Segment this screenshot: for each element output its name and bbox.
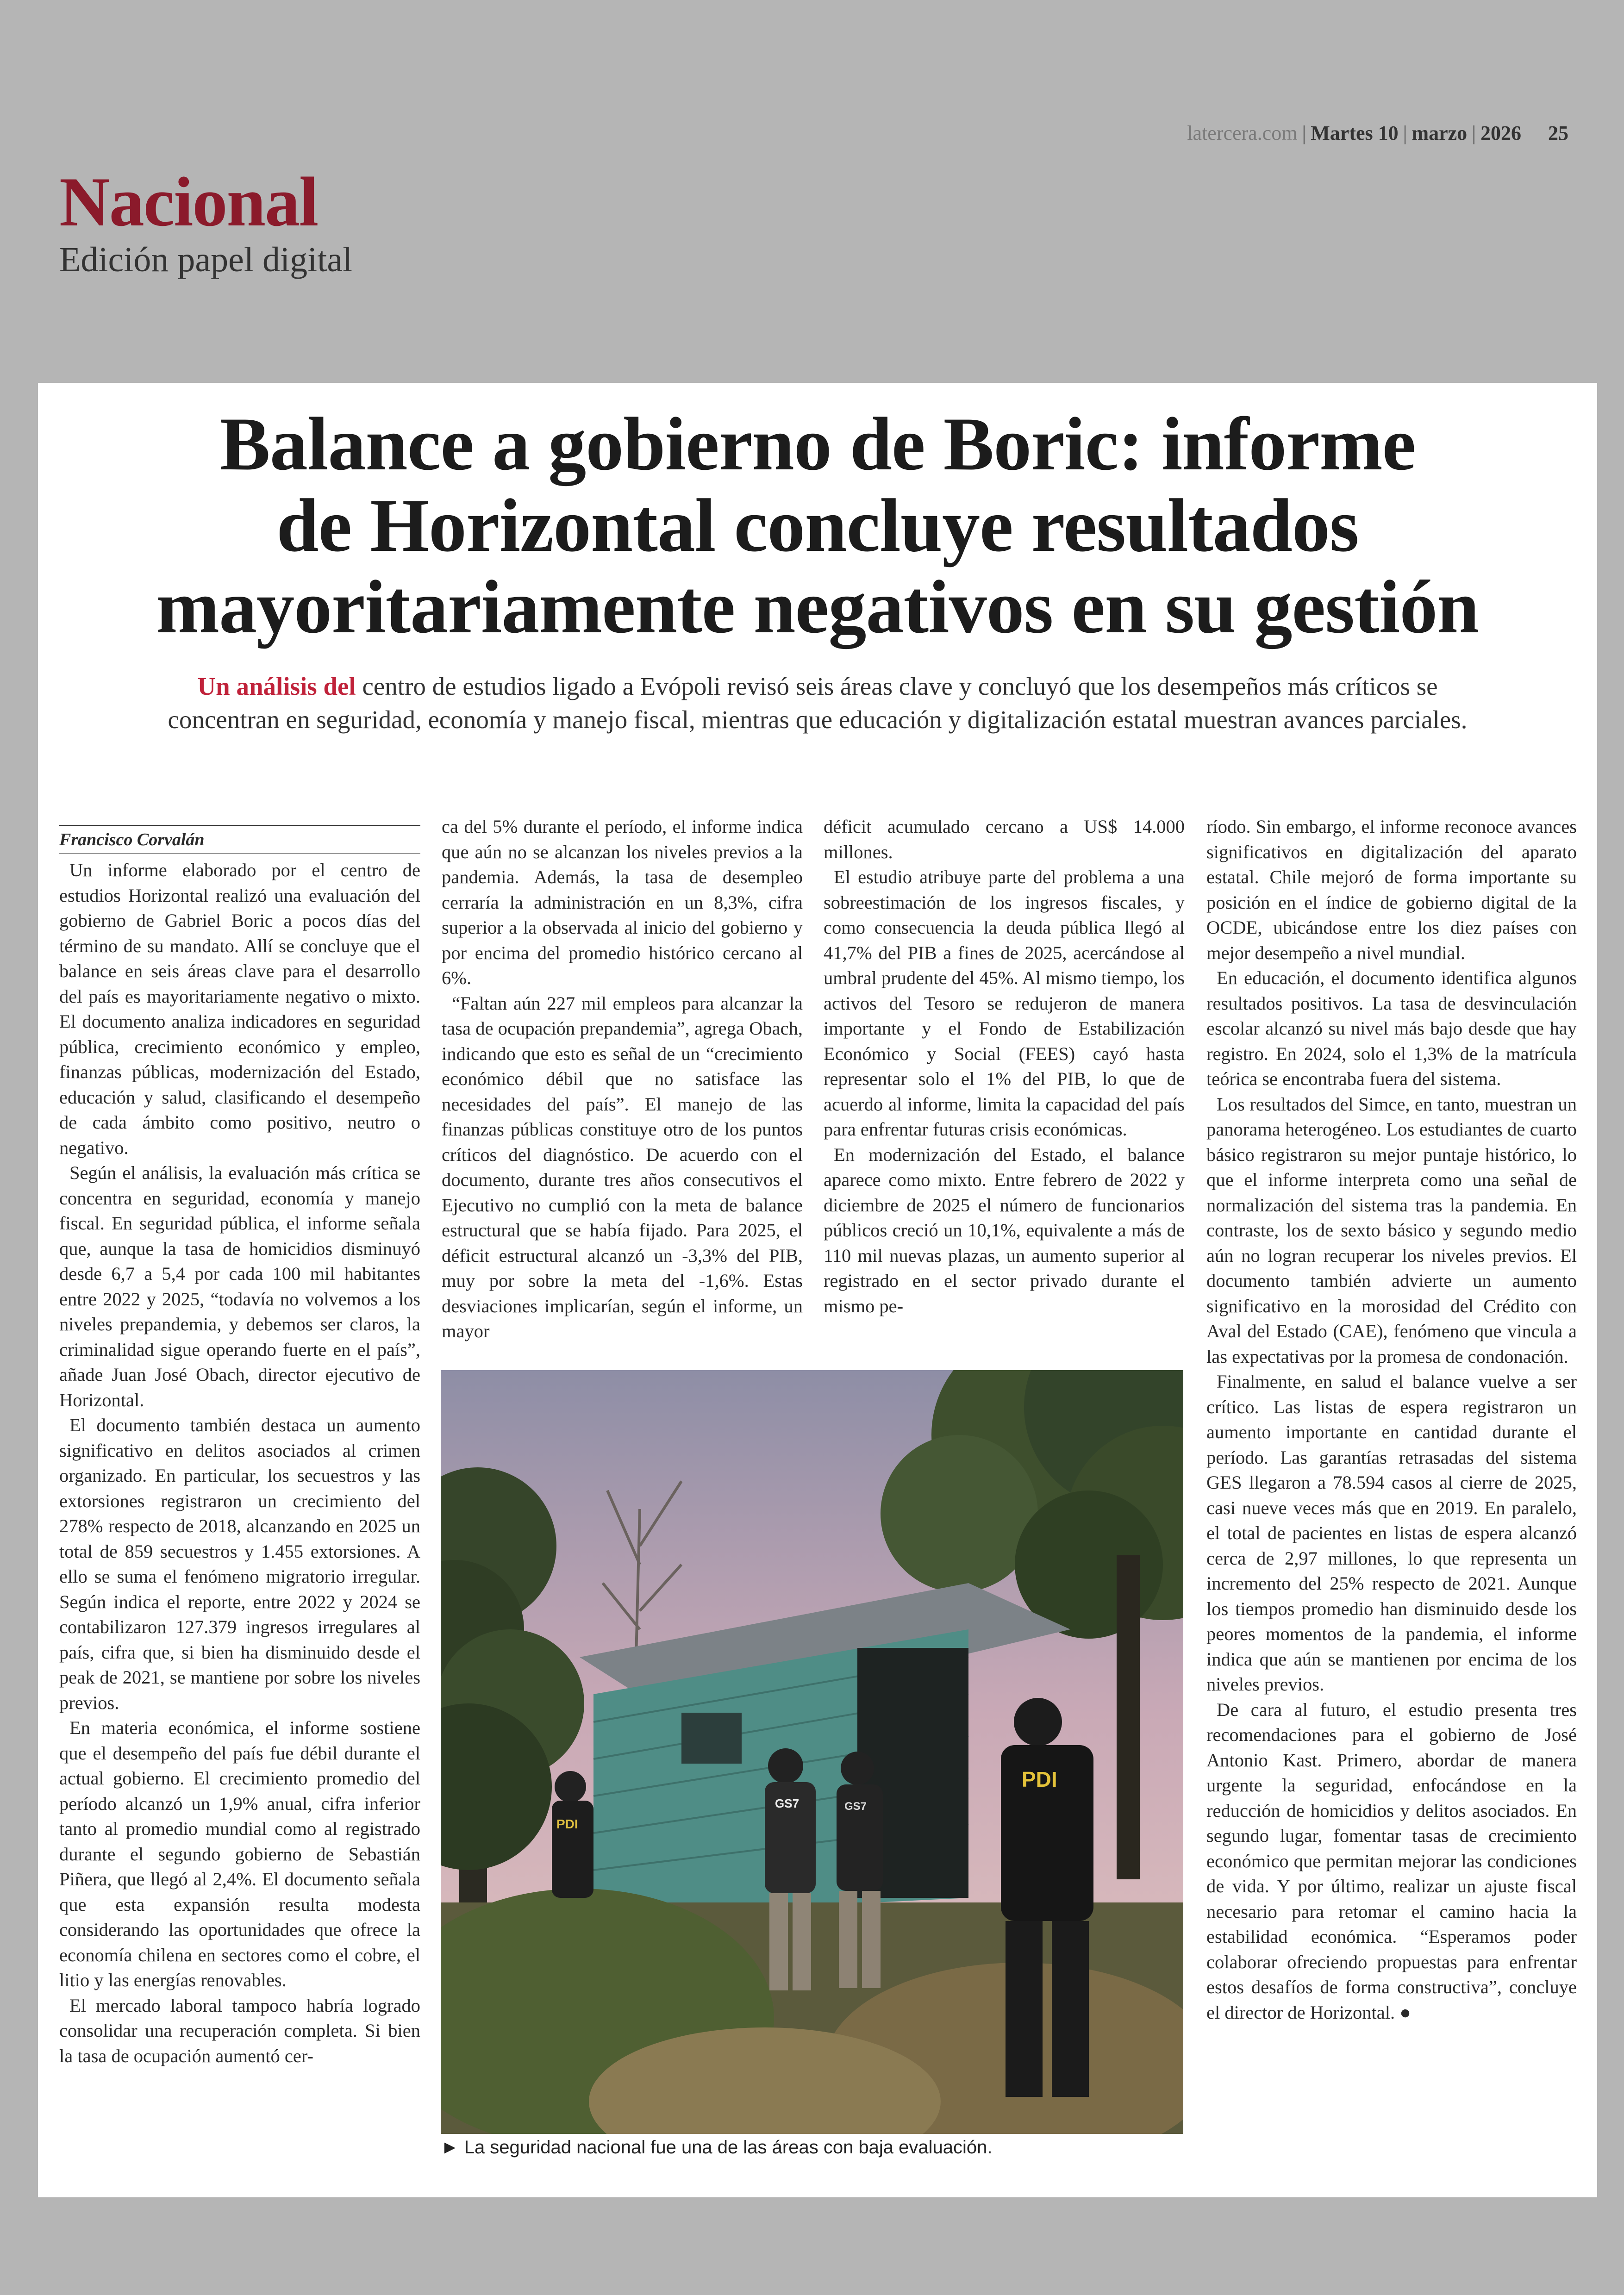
date-weekday: Martes 10 [1311,122,1399,144]
helmet-label: GS7 [844,1800,867,1813]
paragraph: Finalmente, en salud el balance vuelve a ser crítico. Las listas de espera registraron un aumento importante en cantidad durante el período. Las garantías retrasadas del sistema GES llegaron a 78.594 casos al cierre de 2025, casi nueve veces más que en 2019. En paralelo, el total de pacientes en listas de espera alcanzó cerca de 2,97 millones, lo que representa un incremento del 25% respecto de 2021. Aunque los tiempos promedio han disminuido desde los peores momentos de la pandemia, el informe indica que aún se mantienen por encima de los niveles previos. [1206,1371,1577,1695]
article-column-3 [824,814,1185,1319]
date-month: marzo [1412,122,1468,144]
paragraph: ríodo. Sin embargo, el informe reconoce avances significativos en digitalización del aparato estatal. Chile mejoró de forma importante su posición en el índice de gobierno digital de la OCDE, ubicándose entre los diez países con mejor desempeño a nivel mundial. [1206,816,1577,963]
article-photo [441,1370,1183,2134]
vest-label: PDI [556,1817,578,1831]
photo-caption: ► La seguridad nacional fue una de las áreas con baja evaluación. [441,2137,993,2158]
article-column-4 [1206,814,1577,2025]
paragraph: En educación, el documento identifica algunos resultados positivos. La tasa de desvinculación escolar alcanzó su nivel más bajo desde que hay registro. En 2024, solo el 1,3% de la matrícula teórica se encontraba fuera del sistema. [1206,967,1577,1089]
article-dek [158,670,1477,736]
paragraph: déficit acumulado cercano a US$ 14.000 millones. [824,816,1185,862]
paragraph: El documento también destaca un aumento significativo en delitos asociados al crimen organizado. En particular, los secuestros y las extorsiones registraron un crecimiento del 278% respecto de 2018, alcanzando en 2025 un total de 859 secuestros y 1.455 extorsiones. A ello se suma el fenómeno migratorio irregular. Según indica el reporte, entre 2022 y 2024 se contabilizaron 127.379 ingresos irregulares al país, cifra que, si bien ha disminuido desde el peak de 2021, se mantiene por sobre los niveles previos. [59,1415,420,1713]
headline [38,404,1597,648]
byline: Francisco Corvalán [59,825,420,854]
article-column-2 [442,814,803,1344]
paragraph: Según el análisis, la evaluación más crítica se concentra en seguridad, economía y manejo fiscal. En seguridad pública, el informe señala que, aunque la tasa de homicidios disminuyó desde 6,7 a 5,4 por cada 100 mil habitantes entre 2022 y 2025, “todavía no volvemos a los niveles prepandemia, y debemos ser claros, la criminalidad sigue operando fuerte en el país”, añade Juan José Obach, director ejecutivo de Horizontal. [59,1162,420,1410]
window [681,1713,742,1764]
vest-label: PDI [1022,1767,1057,1791]
paragraph: “Faltan aún 227 mil empleos para alcanzar la tasa de ocupación prepandemia”, agrega Obach, indicando que esto es señal de un “crecimiento económico débil que no satisface las necesidades del país”. El manejo de las finanzas públicas constituye otro de los puntos críticos del diagnóstico. De acuerdo con el documento, durante tres años consecutivos el Ejecutivo no cumplió con la meta de balance estructural que se había fijado. Para 2025, el déficit estructural alcanzó un -3,3% del PIB, muy por sobre la meta del -1,6%. Estas desviaciones implicarían, según el informe, un mayor [442,992,803,1341]
police-raid-illustration [441,1370,1183,2134]
paragraph: El mercado laboral tampoco habría logrado consolidar una recuperación completa. Si bien la tasa de ocupación aumentó cer- [59,1995,420,2066]
section-header [59,163,353,280]
paragraph: En materia económica, el informe sostiene que el desempeño del país fue débil durante el actual gobierno. El crecimiento promedio del período alcanzó un 1,9% anual, cifra inferior tanto al promedio mundial como al registrado durante el segundo gobierno de Sebastián Piñera, que llegó al 2,4%. El documento señala que esta expansión resulta modesta considerando las oportunidades que ofrece la economía chilena en sectores como el cobre, el litio y las energías renovables. [59,1717,420,1990]
paragraph: De cara al futuro, el estudio presenta tres recomendaciones para el gobierno de José Antonio Kast. Primero, abordar de manera urgente la seguridad, enfocándose en la reducción de homicidios y delitos asociados. En segundo lugar, fomentar tasas de crecimiento económico que permitan mejorar las condiciones de vida. Y por último, realizar un ajuste fiscal necesario para retomar el camino hacia la estabilidad económica. “Esperamos poder colaborar ofreciendo propuestas para enfrentar estos desafíos de forma constructiva”, concluye el director de Horizontal. ● [1206,1699,1577,2023]
paragraph: El estudio atribuye parte del problema a una sobreestimación de los ingresos fiscales, y como consecuencia la deuda pública llegó al 41,7% del PIB a fines de 2025, acercándose al umbral prudente del 45%. Al mismo tiempo, los activos del Tesoro se redujeron de manera importante y el Fondo de Estabilización Económico y Social (FEES) cayó hasta representar solo el 1% del PIB, lo que de acuerdo al informe, limita la capacidad del país para enfrentar futuras crisis económicas. [824,867,1185,1140]
dek-lead: Un análisis del [197,672,356,700]
page-number: 25 [1548,122,1568,144]
article-sheet [38,383,1597,2197]
headline-line: Balance a gobierno de Boric: informe [219,402,1416,486]
article-column-1 [59,825,420,2069]
headline-line: mayoritariamente negativos en su gestión [156,565,1479,649]
date-year: 2026 [1480,122,1521,144]
headline-line: de Horizontal concluye resultados [276,484,1359,568]
paragraph: En modernización del Estado, el balance aparece como mixto. Entre febrero de 2022 y diciembre de 2025 el número de funcionarios públicos creció un 10,1%, equivalente a más de 110 mil nuevas plazas, un aumento superior al registrado en el sector privado durante el mismo pe- [824,1144,1185,1316]
helmet-label: GS7 [775,1796,800,1810]
section-subtitle: Edición papel digital [59,240,353,279]
paragraph: Los resultados del Simce, en tanto, muestran un panorama heterogéneo. Los estudiantes de cuarto básico registraron su mejor puntaje histórico, lo que el informe interpreta como una señal de normalización del sistema tras la pandemia. En contraste, los de sexto básico y segundo medio aún no logran recuperar los niveles previos. El documento también advierte un aumento significativo en la morosidad del Crédito con Aval del Estado (CAE), fenómeno que vincula a las expectativas por la promesa de condonación. [1206,1093,1577,1367]
page-header: latercera.com | Martes 10 | marzo | 2026 25 [1187,122,1568,144]
section-name: Nacional [59,163,318,241]
dek-text: centro de estudios ligado a Evópoli revisó seis áreas clave y concluyó que los desempeños más críticos se concentran en seguridad, economía y manejo fiscal, mientras que educación y digitalización estatal muestran avances parciales. [168,672,1468,734]
paragraph: Un informe elaborado por el centro de estudios Horizontal realizó una evaluación del gobierno de Gabriel Boric a pocos días del término de su mandato. Allí se concluye que el balance en seis áreas clave para el desarrollo del país es mayoritariamente negativo o mixto. El documento analiza indicadores en seguridad pública, crecimiento económico y empleo, finanzas públicas, modernización del Estado, educación y salud, clasificando el desempeño de cada ámbito como positivo, neutro o negativo. [59,860,420,1158]
site-name[interactable]: latercera.com [1187,122,1298,144]
paragraph: ca del 5% durante el período, el informe indica que aún no se alcanzan los niveles previos a la pandemia. Además, la tasa de desempleo cerraría la administración en un 8,3%, cifra superior a la observada al inicio del gobierno y por encima del promedio histórico cercano al 6%. [442,816,803,988]
